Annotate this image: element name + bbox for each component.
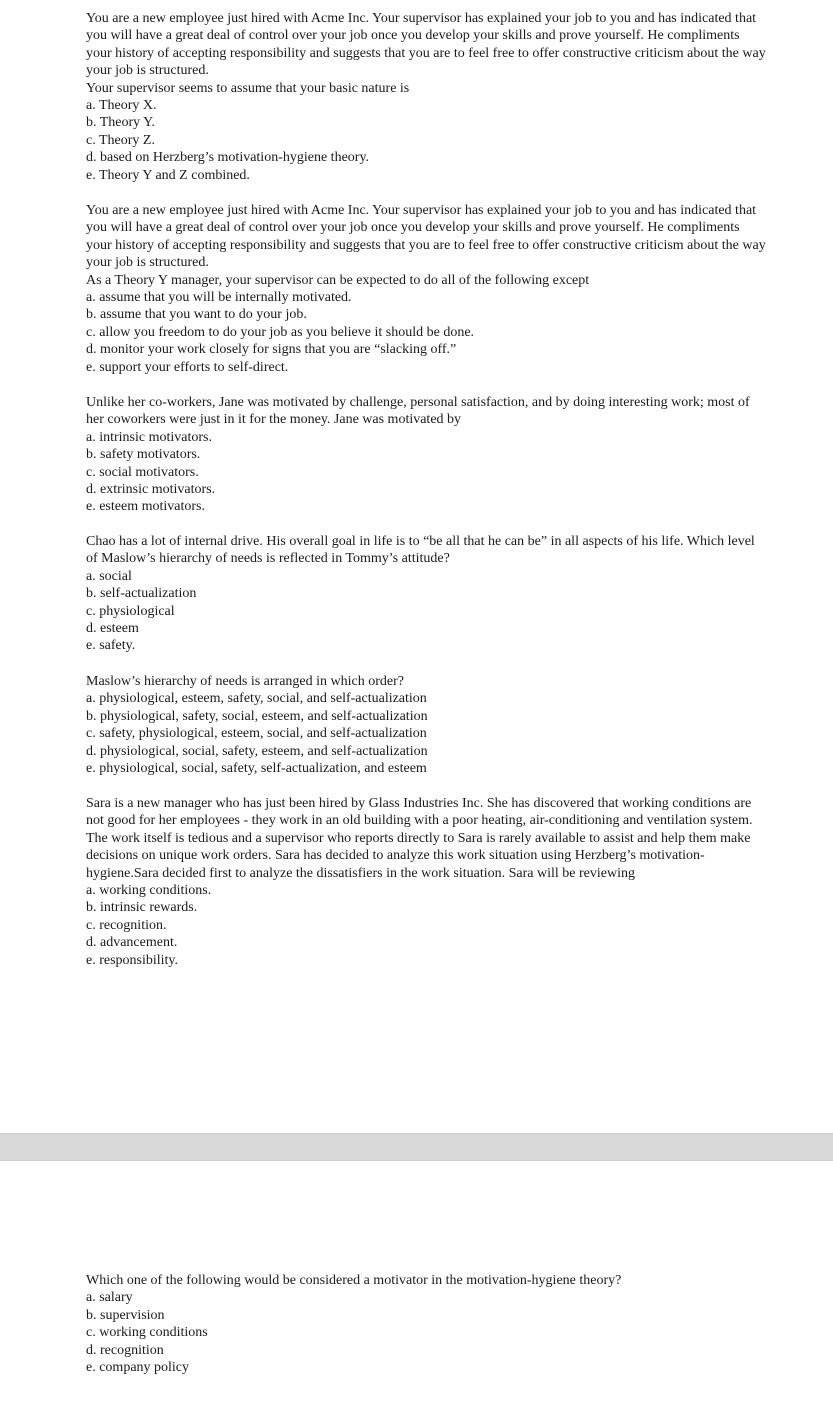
question-6 xyxy=(86,795,766,969)
document-page-2 xyxy=(0,1161,833,1407)
answer-option: a. Theory X. xyxy=(86,98,157,114)
answer-option: b. supervision xyxy=(86,1307,165,1323)
answer-options xyxy=(86,882,766,969)
answer-option: e. company policy xyxy=(86,1360,190,1376)
answer-options xyxy=(86,1289,766,1376)
answer-option: b. assume that you want to do your job. xyxy=(86,307,307,323)
question-prompt: Your supervisor seems to assume that your basic nature is xyxy=(86,80,410,96)
answer-options xyxy=(86,690,766,777)
answer-option: e. safety. xyxy=(86,638,136,654)
answer-option: e. responsibility. xyxy=(86,952,179,968)
answer-option: e. support your efforts to self-direct. xyxy=(86,359,289,375)
answer-option: d. esteem xyxy=(86,621,139,637)
answer-option: b. Theory Y. xyxy=(86,115,155,131)
answer-options xyxy=(86,429,766,516)
answer-option: a. physiological, esteem, safety, social, and self-actualization xyxy=(86,691,427,707)
question-stem: Chao has a lot of internal drive. His overall goal in life is to “be all that he can be” in all aspects of his life. Which level of Maslow’s hierarchy of needs is reflected in Tommy’s attitude? xyxy=(86,534,755,567)
question-3 xyxy=(86,394,766,516)
answer-option: c. Theory Z. xyxy=(86,132,155,148)
page-separator xyxy=(0,1133,833,1161)
answer-option: e. Theory Y and Z combined. xyxy=(86,167,250,183)
answer-option: a. working conditions. xyxy=(86,883,212,899)
question-stem: You are a new employee just hired with Acme Inc. Your supervisor has explained your job to you and has indicated that you will have a great deal of control over your job once you develop your skills and prove yourself. He compliments your history of accepting responsibility and suggests that you are to feel free to offer constructive criticism about the way your job is structured. xyxy=(86,203,766,271)
answer-option: d. monitor your work closely for signs that you are “slacking off.” xyxy=(86,342,457,358)
question-4 xyxy=(86,533,766,655)
answer-option: d. based on Herzberg’s motivation-hygiene theory. xyxy=(86,150,370,166)
question-stem: You are a new employee just hired with Acme Inc. Your supervisor has explained your job to you and has indicated that you will have a great deal of control over your job once you develop your skills and prove yourself. He compliments your history of accepting responsibility and suggests that you are to feel free to offer constructive criticism about the way your job is structured. xyxy=(86,11,766,79)
answer-option: a. salary xyxy=(86,1290,133,1306)
answer-option: b. intrinsic rewards. xyxy=(86,900,198,916)
question-7 xyxy=(86,1272,766,1376)
question-2 xyxy=(86,202,766,376)
answer-option: d. physiological, social, safety, esteem, and self-actualization xyxy=(86,743,428,759)
answer-option: a. social xyxy=(86,568,132,584)
answer-option: d. recognition xyxy=(86,1342,164,1358)
question-stem: Which one of the following would be considered a motivator in the motivation-hygiene theory? xyxy=(86,1273,622,1288)
question-stem: Unlike her co-workers, Jane was motivated by challenge, personal satisfaction, and by doing interesting work; most of her coworkers were just in it for the money. Jane was motivated by xyxy=(86,395,750,428)
answer-option: c. safety, physiological, esteem, social, and self-actualization xyxy=(86,726,427,742)
question-stem: Maslow’s hierarchy of needs is arranged in which order? xyxy=(86,674,405,689)
answer-option: b. physiological, safety, social, esteem, and self-actualization xyxy=(86,708,428,724)
question-prompt: As a Theory Y manager, your supervisor can be expected to do all of the following except xyxy=(86,272,590,288)
answer-option: c. allow you freedom to do your job as you believe it should be done. xyxy=(86,324,475,340)
answer-options xyxy=(86,289,766,376)
question-1 xyxy=(86,10,766,184)
answer-options xyxy=(86,568,766,655)
question-5 xyxy=(86,673,766,777)
answer-option: c. social motivators. xyxy=(86,464,199,480)
answer-option: a. intrinsic motivators. xyxy=(86,429,212,445)
answer-option: d. extrinsic motivators. xyxy=(86,482,216,498)
answer-option: c. physiological xyxy=(86,603,175,619)
answer-option: d. advancement. xyxy=(86,935,178,951)
question-stem: Sara is a new manager who has just been hired by Glass Industries Inc. She has discovered that working conditions are not good for her employees - they work in an old building with a poor heating, air-conditioning and ventilation system. The work itself is tedious and a supervisor who reports directly to Sara is rarely available to assist and help them make decisions on unique work orders. Sara has decided to analyze this work situation using Herzberg’s motivation-hygiene.Sara decided first to analyze the dissatisfiers in the work situation. Sara will be reviewing xyxy=(86,796,753,881)
answer-option: e. physiological, social, safety, self-actualization, and esteem xyxy=(86,761,427,777)
answer-option: b. safety motivators. xyxy=(86,447,201,463)
answer-option: b. self-actualization xyxy=(86,586,197,602)
answer-options xyxy=(86,97,766,184)
answer-option: c. recognition. xyxy=(86,917,167,933)
answer-option: a. assume that you will be internally motivated. xyxy=(86,290,352,306)
answer-option: c. working conditions xyxy=(86,1325,208,1341)
answer-option: e. esteem motivators. xyxy=(86,499,205,515)
